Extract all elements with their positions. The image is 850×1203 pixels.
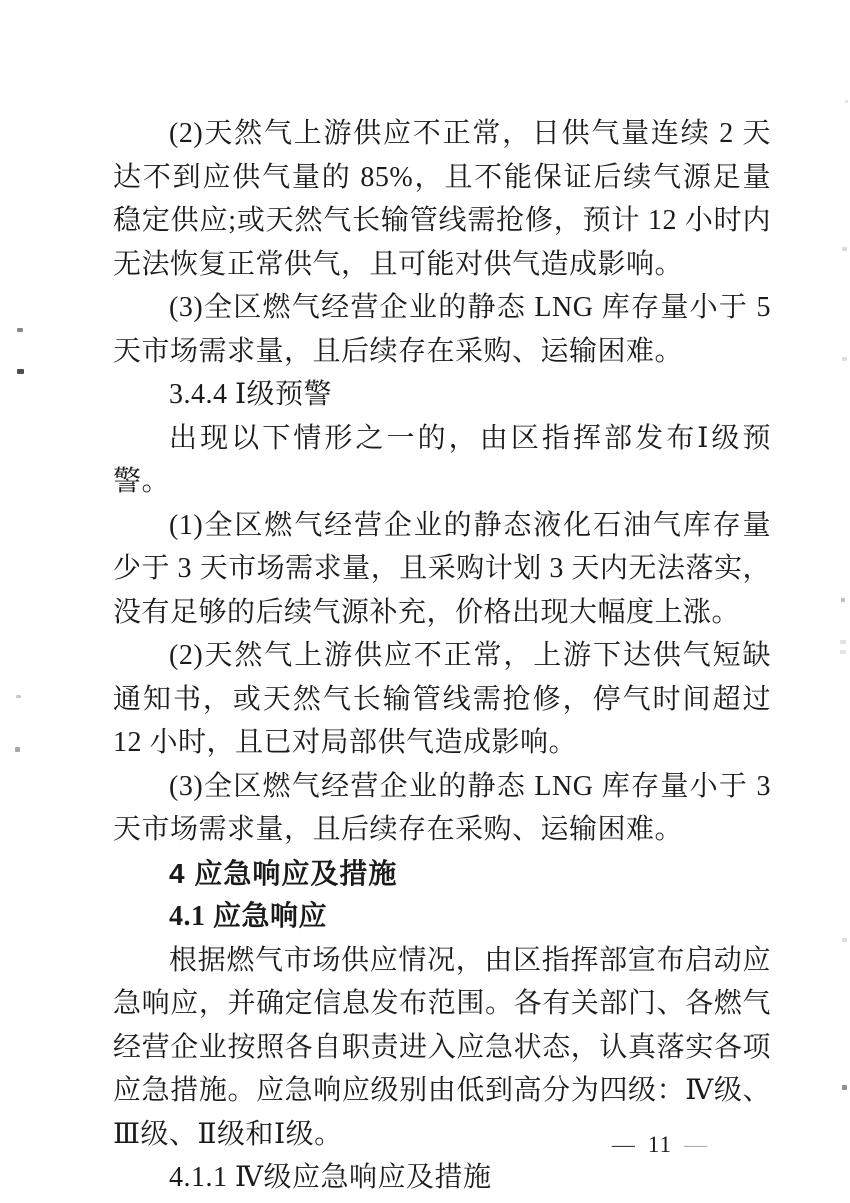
section-heading-l1: 4 应急响应及措施: [169, 857, 398, 889]
section-heading-l3: 4.1.1 Ⅳ级应急响应及措施: [169, 1162, 492, 1193]
body-paragraph: (1)全区燃气经营企业的静态液化石油气库存量少于 3 天市场需求量，且采购计划 3 天内无法落实，没有足够的后续气源补充，价格出现大幅度上涨。: [113, 509, 771, 628]
footer-dash-left: —: [611, 1132, 636, 1157]
scan-speck: [15, 747, 20, 752]
scan-speck: [842, 357, 847, 361]
document-body: [113, 112, 771, 1200]
body-paragraph: 根据燃气市场供应情况，由区指挥部宣布启动应急响应，并确定信息发布范围。各有关部门、各燃气经营企业按照各自职责进入应急状态，认真落实各项应急措施。应急响应级别由低到高分为四级：Ⅳ级、Ⅲ级、Ⅱ级和Ⅰ级。: [113, 944, 771, 1150]
section-heading-l2: 4.1 应急响应: [169, 901, 328, 932]
page-footer: [612, 1130, 708, 1160]
scan-speck: [16, 695, 21, 698]
scan-speck: [845, 100, 848, 103]
scan-speck: [17, 369, 24, 374]
scan-speck: [840, 650, 846, 654]
body-paragraph: (2)天然气上游供应不正常，日供气量连续 2 天达不到应供气量的 85%，且不能保证后续气源足量稳定供应;或天然气长输管线需抢修，预计 12 小时内无法恢复正常供气，且可能对供气造成影响。: [113, 118, 771, 280]
footer-dash-right: —: [684, 1132, 708, 1157]
scan-speck: [842, 1085, 847, 1090]
scan-speck: [840, 640, 846, 644]
body-paragraph: (2)天然气上游供应不正常，上游下达供气短缺通知书，或天然气长输管线需抢修，停气时间超过 12 小时，且已对局部供气造成影响。: [113, 640, 771, 758]
scan-speck: [842, 938, 847, 942]
body-paragraph: (3)全区燃气经营企业的静态 LNG 库存量小于 5 天市场需求量，且后续存在采购、运输困难。: [113, 292, 771, 367]
scan-speck: [17, 328, 23, 332]
body-paragraph: 出现以下情形之一的，由区指挥部发布Ⅰ级预警。: [113, 422, 771, 497]
body-paragraph: (3)全区燃气经营企业的静态 LNG 库存量小于 3 天市场需求量，且后续存在采购、运输困难。: [113, 770, 771, 845]
page-number: 11: [647, 1132, 672, 1157]
section-heading-l3: 3.4.4 Ⅰ级预警: [169, 379, 333, 410]
scan-speck: [842, 247, 847, 251]
scan-speck: [841, 598, 845, 602]
